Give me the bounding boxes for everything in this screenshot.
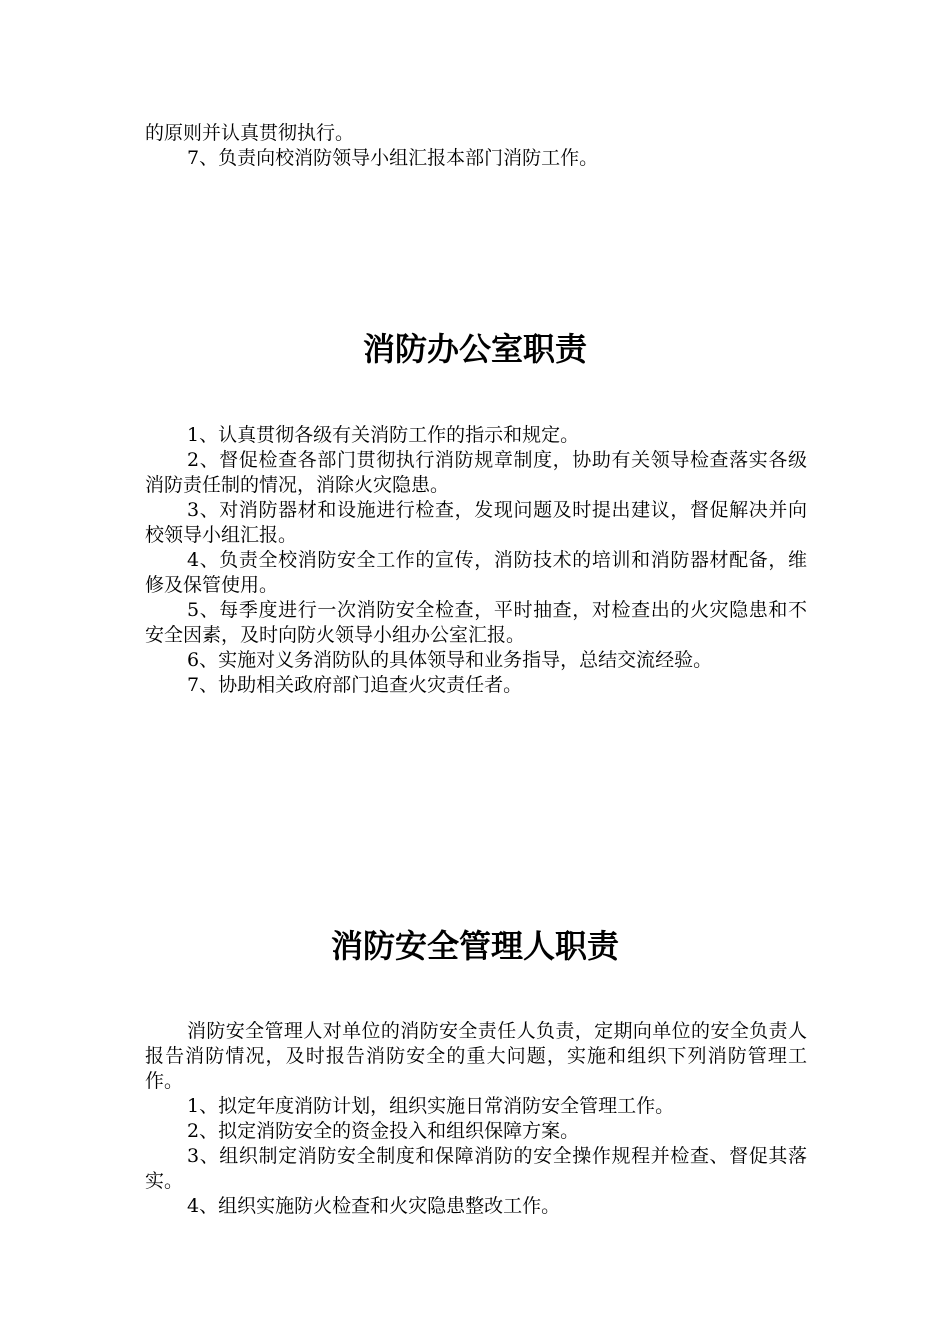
office-section-body [145, 423, 807, 698]
paragraph: 4、负责全校消防安全工作的宣传，消防技术的培训和消防器材配备，维修及保管使用。 [145, 549, 807, 596]
paragraph: 3、对消防器材和设施进行检查，发现问题及时提出建议，督促解决并向校领导小组汇报。 [145, 499, 807, 546]
paragraph: 7、协助相关政府部门追查火灾责任者。 [187, 674, 523, 696]
paragraph: 4、组织实施防火检查和火灾隐患整改工作。 [187, 1195, 561, 1217]
paragraph: 1、认真贯彻各级有关消防工作的指示和规定。 [187, 424, 580, 446]
paragraph: 2、督促检查各部门贯彻执行消防规章制度，协助有关领导检查落实各级消防责任制的情况，消除火灾隐患。 [145, 449, 807, 496]
paragraph: 的原则并认真贯彻执行。 [145, 122, 355, 144]
manager-section-title: 消防安全管理人职责 [330, 927, 619, 965]
office-section-title: 消防办公室职责 [362, 330, 587, 368]
paragraph: 2、拟定消防安全的资金投入和组织保障方案。 [187, 1120, 580, 1142]
paragraph: 消防安全管理人对单位的消防安全责任人负责，定期向单位的安全负责人报告消防情况，及时报告消防安全的重大问题，实施和组织下列消防管理工作。 [145, 1020, 807, 1092]
paragraph: 7、负责向校消防领导小组汇报本部门消防工作。 [187, 147, 599, 169]
paragraph: 5、每季度进行一次消防安全检查，平时抽查，对检查出的火灾隐患和不安全因素，及时向防火领导小组办公室汇报。 [145, 599, 807, 646]
manager-section-body [145, 1019, 807, 1219]
paragraph: 6、实施对义务消防队的具体领导和业务指导，总结交流经验。 [187, 649, 713, 671]
paragraph: 1、拟定年度消防计划，组织实施日常消防安全管理工作。 [187, 1095, 675, 1117]
paragraph: 3、组织制定消防安全制度和保障消防的安全操作规程并检查、督促其落实。 [145, 1145, 807, 1192]
top-section [145, 121, 807, 171]
